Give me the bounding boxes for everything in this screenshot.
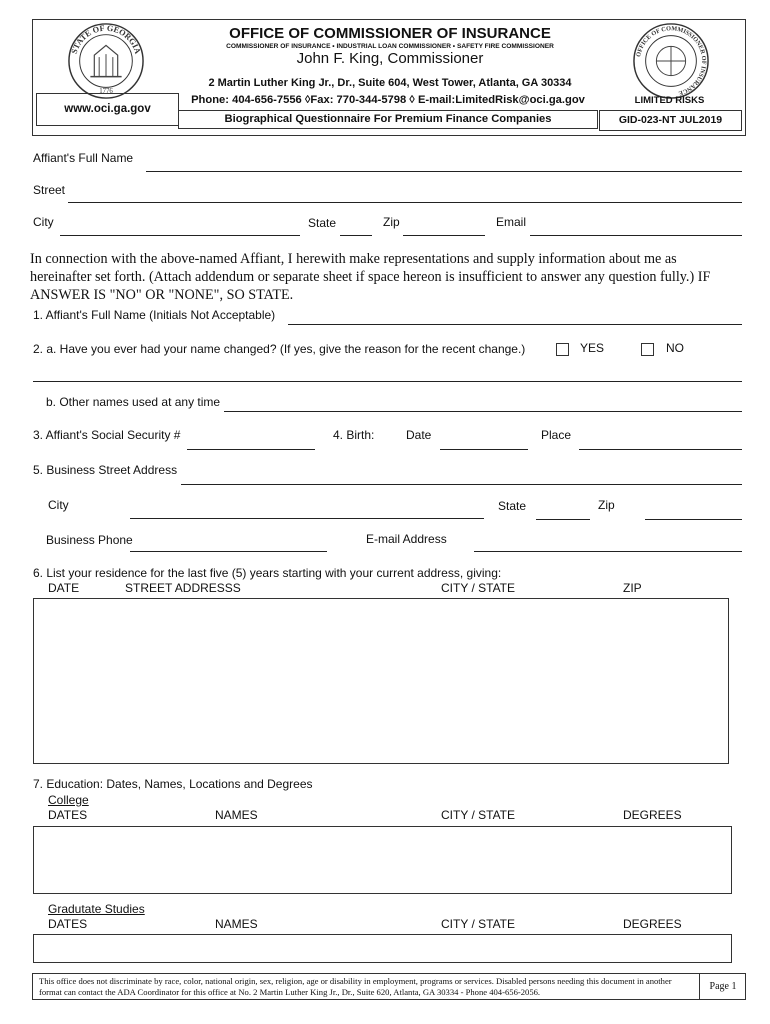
city-field[interactable] [60,235,300,236]
georgia-state-seal [67,22,145,100]
grad-heading: Gradutate Studies [48,902,145,916]
business-zip-label: Zip [598,498,615,512]
birth-place-field[interactable] [579,449,742,450]
office-subtitle: COMMISSIONER OF INSURANCE • INDUSTRIAL LOAN COMMISSIONER • SAFETY FIRE COMMISSIONER [226,43,554,50]
svg-text:OFFICE OF COMMISSIONER OF INSU: OFFICE OF COMMISSIONER OF INSURANCE [635,25,708,97]
q5-label: 5. Business Street Address [33,463,178,477]
zip-field[interactable] [403,235,485,236]
grad-box[interactable] [33,934,732,963]
q7-label: 7. Education: Dates, Names, Locations and Degrees [33,777,313,791]
business-phone-label: Business Phone [46,533,133,547]
q2b-label: b. Other names used at any time [46,395,221,409]
business-state-label: State [498,499,527,513]
birth-place-label: Place [541,428,572,442]
intro-paragraph: In connection with the above-named Affiant, I herewith make representations and supply information about me as hereinafter set forth. (Attach addendum or separate sheet if space hereon is insufficient to answer any question fully.) IF ANSWER IS "NO" OR "NONE", SO STATE. [30,251,711,303]
q2a-label: 2. a. Have you ever had your name changed? (If yes, give the reason for the recent change.) [33,342,526,356]
contact-line: Phone: 404-656-7556 ◊Fax: 770-344-5798 ◊ E-mail:LimitedRisk@oci.ga.gov [191,94,585,106]
street-label: Street [33,183,66,197]
business-city-field[interactable] [130,518,484,519]
q3-label: 3. Affiant's Social Security # [33,428,181,442]
college-heading: College [48,793,89,807]
grad-col-names: NAMES [215,917,258,931]
state-label: State [308,216,337,230]
business-email-field[interactable] [474,551,742,552]
birth-date-label: Date [406,428,432,442]
svg-text:STATE OF GEORGIA: STATE OF GEORGIA [69,23,143,55]
yes-label: YES [580,341,605,355]
form-id: GID-023-NT JUL2019 [599,110,742,131]
business-email-label: E-mail Address [366,532,447,546]
college-col-city-state: CITY / STATE [441,808,516,822]
footer [32,973,746,1000]
office-address: 2 Martin Luther King Jr., Dr., Suite 604, West Tower, Atlanta, GA 30334 [208,77,572,89]
form-title: Biographical Questionnaire For Premium Finance Companies [178,110,598,129]
college-col-dates: DATES [48,808,88,822]
website-box: www.oci.ga.gov [36,93,179,126]
state-field[interactable] [340,235,372,236]
residence-history-box[interactable] [33,598,729,764]
q6-col-zip: ZIP [623,581,642,595]
full-name-field[interactable] [146,171,742,172]
city-label: City [33,215,54,229]
insurance-office-seal [632,22,710,100]
q1-field[interactable] [288,324,742,325]
full-name-label: Affiant's Full Name [33,151,134,165]
business-city-label: City [48,498,69,512]
grad-col-degrees: DEGREES [623,917,682,931]
yes-checkbox[interactable] [556,343,569,356]
business-phone-field[interactable] [130,551,327,552]
ssn-field[interactable] [187,449,315,450]
q4-label: 4. Birth: [333,428,375,442]
business-address-field[interactable] [181,484,742,485]
q6-col-street: STREET ADDRESSS [125,581,241,595]
commissioner-name: John F. King, Commissioner [296,50,484,67]
email-field[interactable] [530,235,742,236]
svg-text:1776: 1776 [99,88,113,96]
q6-col-city-state: CITY / STATE [441,581,516,595]
footer-notice: This office does not discriminate by race, color, national origin, sex, religion, age or disability in employment, programs or services. Disabled persons needing this document in another format can contact the ADA Coordinator for this office at No. 2 Martin Luther King Jr., Dr., Suite 620, Atlanta, GA 30334 - Phone 404-656-2056. [39,976,672,997]
business-state-field[interactable] [536,519,590,520]
q1-label: 1. Affiant's Full Name (Initials Not Acceptable) [33,308,276,322]
q6-label: 6. List your residence for the last five (5) years starting with your current address, giving: [33,566,502,580]
college-col-degrees: DEGREES [623,808,682,822]
business-zip-field[interactable] [645,519,742,520]
email-label: Email [496,215,527,229]
page-number: Page 1 [699,974,746,999]
zip-label: Zip [383,215,400,229]
no-label: NO [666,341,684,355]
grad-col-dates: DATES [48,917,88,931]
no-checkbox[interactable] [641,343,654,356]
birth-date-field[interactable] [440,449,528,450]
q2a-reason-field[interactable] [33,381,742,382]
office-title: OFFICE OF COMMISSIONER OF INSURANCE [229,25,551,42]
college-col-names: NAMES [215,808,258,822]
grad-col-city-state: CITY / STATE [441,917,516,931]
q2b-field[interactable] [224,411,742,412]
q6-col-date: DATE [48,581,80,595]
college-box[interactable] [33,826,732,894]
division-label: LIMITED RISKS [634,95,705,106]
street-field[interactable] [68,202,742,203]
